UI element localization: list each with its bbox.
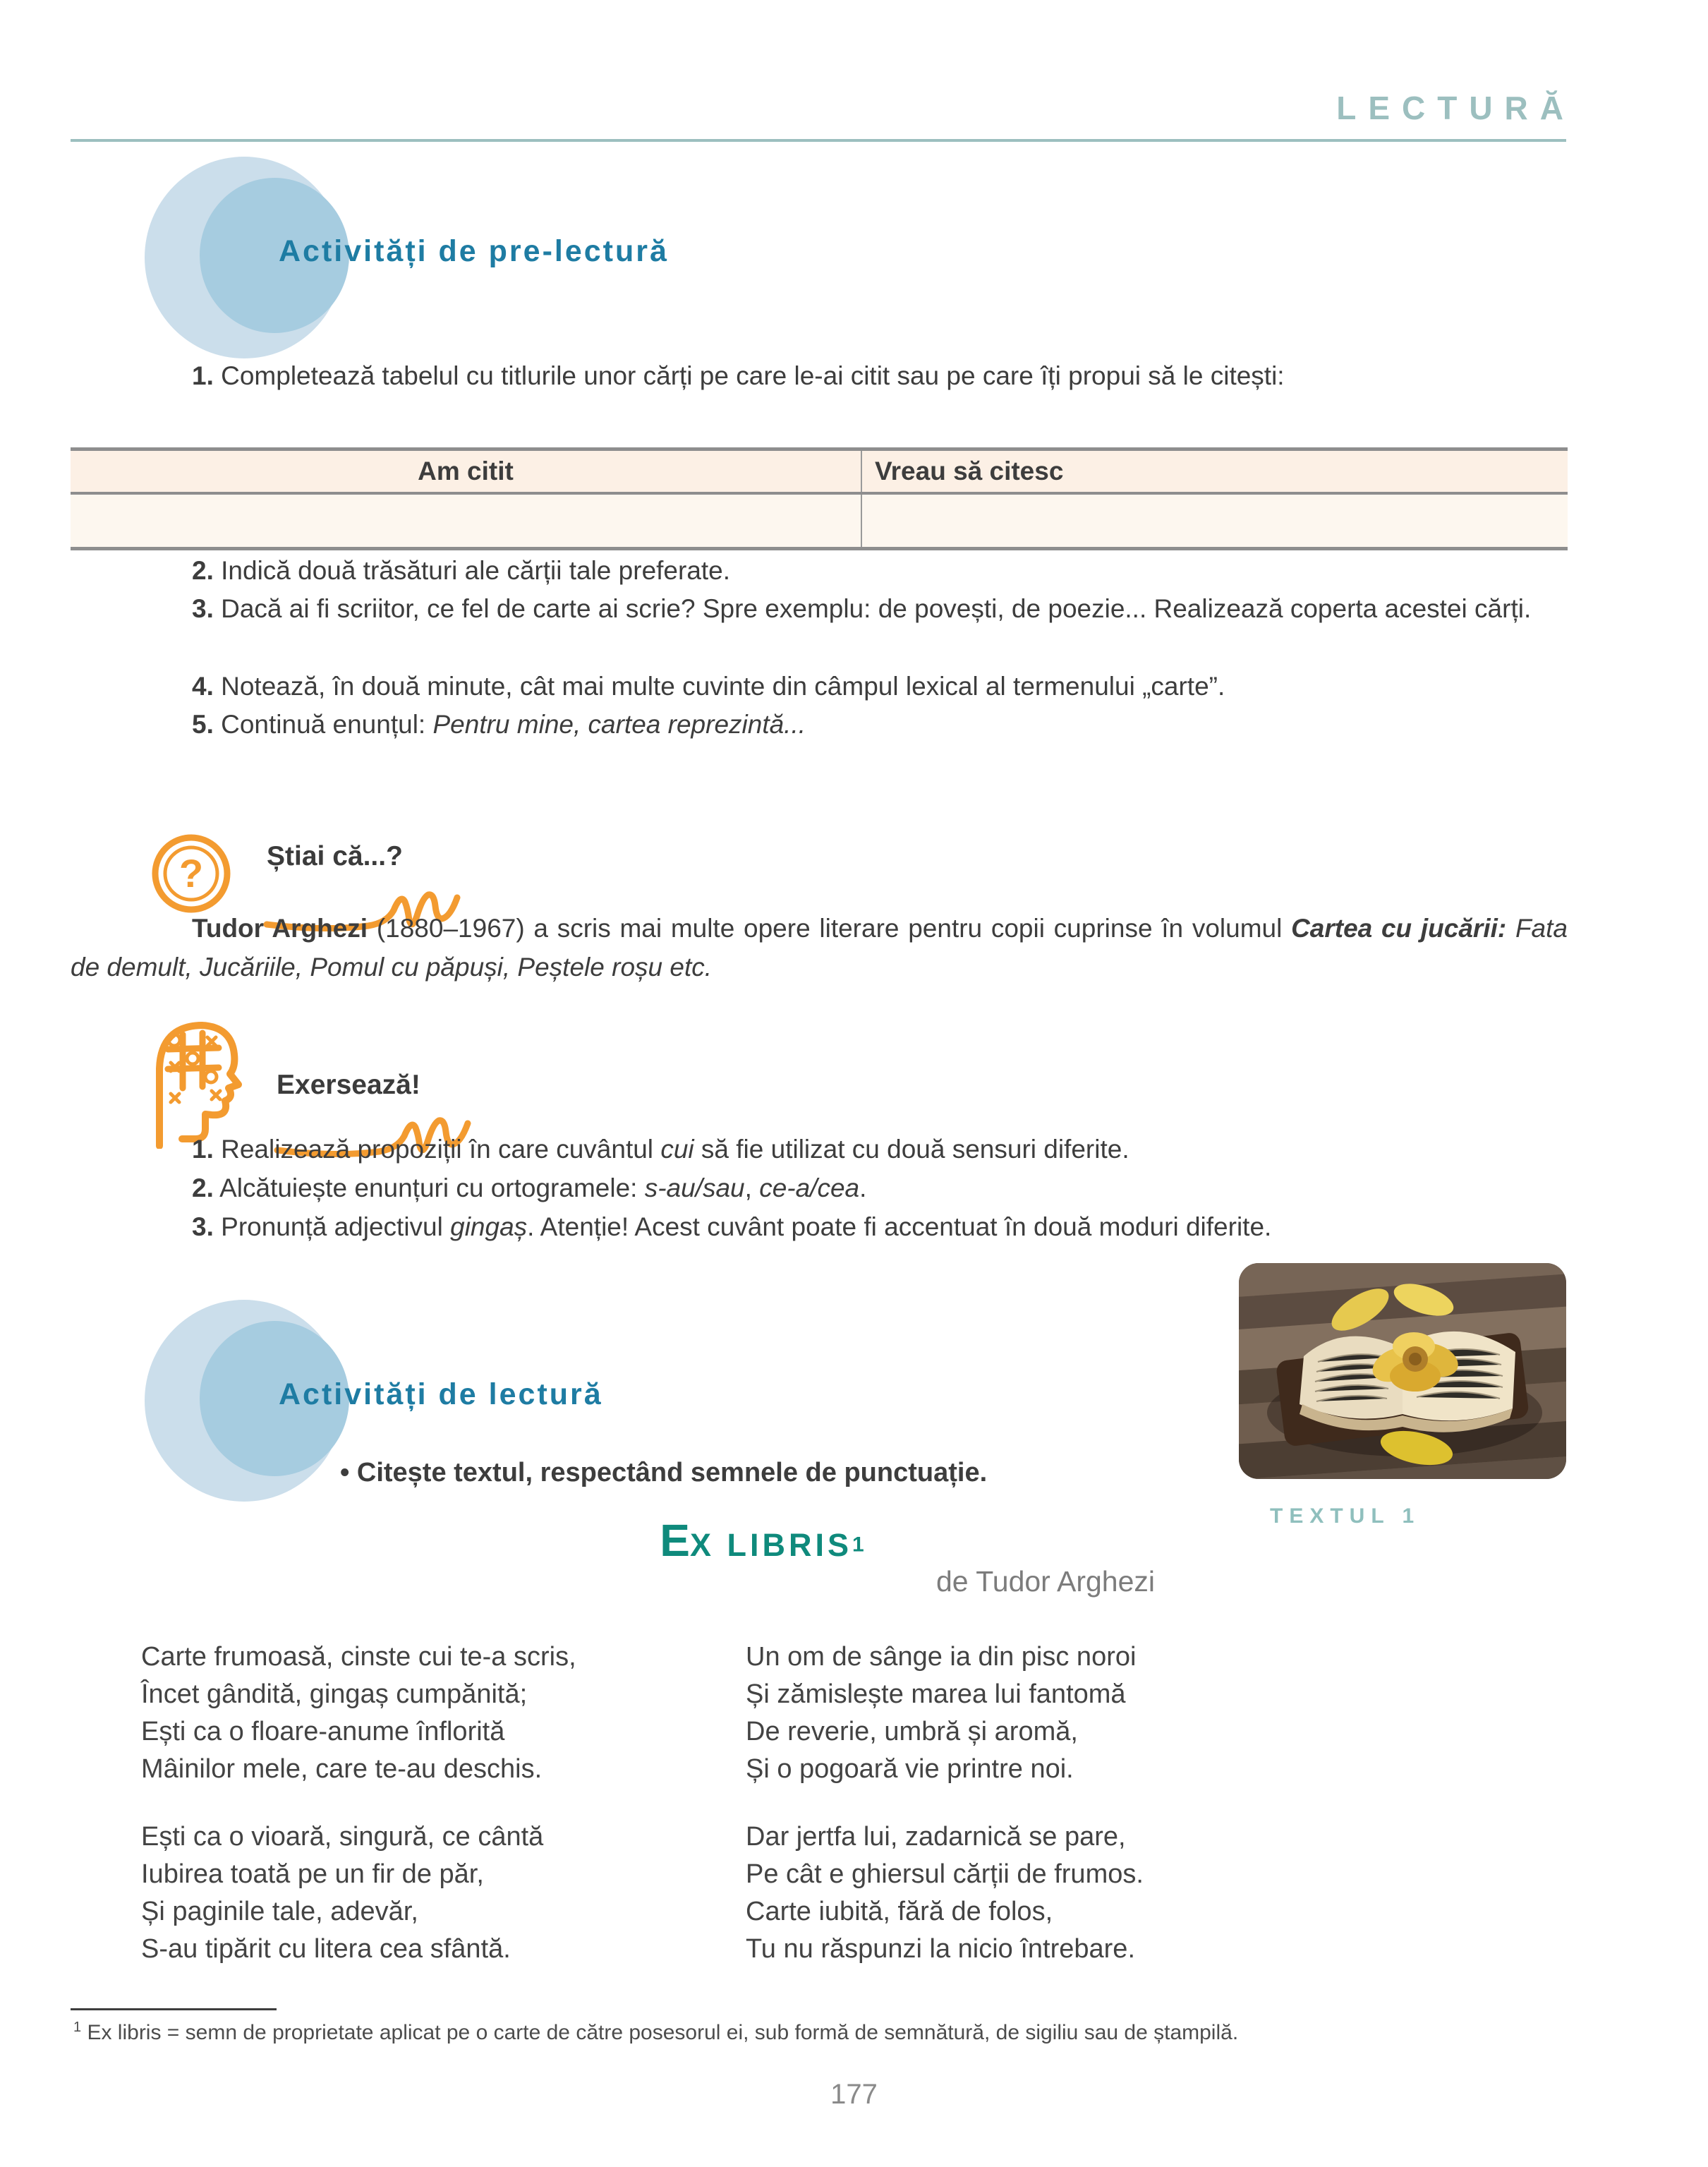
item-text-italic: Pentru mine, cartea reprezintă... xyxy=(432,710,806,739)
poem-line: S-au tipărit cu litera cea sfântă. xyxy=(141,1934,511,1964)
poem-line: Carte frumoasă, cinste cui te-a scris, xyxy=(141,1642,576,1672)
poem-column-left xyxy=(141,1638,576,1968)
exercise-item xyxy=(71,1169,1568,1207)
table-cell-empty xyxy=(71,495,862,547)
footnote-marker: 1 xyxy=(73,2020,82,2035)
exercise-item xyxy=(71,1130,1568,1169)
poem-stanza xyxy=(141,1638,576,1788)
item-number: 1. xyxy=(192,1135,214,1164)
item-text: Continuă enunțul: xyxy=(213,710,433,739)
poem-line: Mâinilor mele, care te-au deschis. xyxy=(141,1754,543,1784)
poem-title-lead: E xyxy=(660,1515,690,1566)
poem-line: Încet gândită, gingaș cumpănită; xyxy=(141,1679,528,1709)
footnote-text: Ex libris = semn de proprietate aplicat pe o carte de către posesorul ei, sub formă de semnătură, de sigiliu sau de ștampilă. xyxy=(81,2021,1239,2044)
item-number: 5. xyxy=(192,710,214,739)
poem-stanza xyxy=(746,1818,1144,1968)
poem-column-right xyxy=(746,1638,1144,1968)
poem-line: Pe cât e ghiersul cărții de frumos. xyxy=(746,1859,1144,1889)
figure-label-textul-1: TEXTUL 1 xyxy=(1270,1504,1421,1528)
footnote xyxy=(73,2020,1570,2045)
exercise-item xyxy=(71,1208,1568,1246)
svg-text:?: ? xyxy=(178,851,204,895)
item-text-italic: gingaș xyxy=(450,1212,528,1241)
poem-title-rest: X LIBRIS xyxy=(689,1527,853,1563)
author-name-bold: Tudor Arghezi xyxy=(192,914,368,943)
instruction-text: Citește textul, respectând semnele de punctuație. xyxy=(349,1458,988,1487)
poem-line: Un om de sânge ia din pisc noroi xyxy=(746,1642,1137,1672)
item-text: să fie utilizat cu două sensuri diferite. xyxy=(694,1135,1129,1164)
item-text: , xyxy=(744,1173,760,1202)
item-text-italic: cui xyxy=(660,1135,694,1164)
bullet-marker: • xyxy=(340,1458,350,1487)
poem-line: Iubirea toată pe un fir de păr, xyxy=(141,1859,484,1889)
item-text: Notează, în două minute, cât mai multe cuvinte din câmpul lexical al termenului „carte”. xyxy=(213,672,1225,701)
poem-line: Carte iubită, fără de folos, xyxy=(746,1897,1053,1926)
table-header-vreau-sa-citesc: Vreau să citesc xyxy=(875,457,1064,485)
item-text-italic: s-au/sau xyxy=(644,1173,745,1202)
rubric-heading-stiai-ca: Știai că...? xyxy=(267,841,403,871)
item-text: . xyxy=(859,1173,867,1202)
exercise-item xyxy=(71,590,1568,628)
table-row xyxy=(71,495,1568,547)
item-text: Realizează propoziții în care cuvântul xyxy=(213,1135,661,1164)
table-header-am-citit: Am citit xyxy=(71,451,862,492)
reading-table xyxy=(71,447,1568,550)
exercise-item xyxy=(71,668,1568,706)
item-text: Dacă ai fi scriitor, ce fel de carte ai scrie? Spre exemplu: de povești, de poezie... Realizează coperta acestei cărți. xyxy=(213,594,1532,623)
section-heading-pre-lectura: Activități de pre-lectură xyxy=(279,234,669,268)
exercise-item xyxy=(71,706,1568,744)
know-text: (1880–1967) a scris mai multe opere literare pentru copii cuprinse în volumul xyxy=(368,914,1292,943)
header-rule xyxy=(71,139,1566,142)
poem-line: Ești ca o floare-anume înflorită xyxy=(141,1717,505,1746)
works-list-italic: Fata de demult, Jucăriile, Pomul cu păpuși, Peștele roșu etc. xyxy=(71,914,1568,982)
item-number: 3. xyxy=(192,1212,214,1241)
volume-title: Cartea cu jucării: xyxy=(1291,914,1507,943)
poem-line: Ești ca o vioară, singură, ce cântă xyxy=(141,1822,544,1852)
exercise-item xyxy=(71,357,1568,395)
poem-line: Dar jertfa lui, zadarnică se pare, xyxy=(746,1822,1126,1852)
table-cell-empty xyxy=(862,495,1568,547)
page-number: 177 xyxy=(830,2079,878,2110)
item-number: 3. xyxy=(192,594,214,623)
section-heading-lectura: Activități de lectură xyxy=(279,1377,603,1411)
footnote-rule xyxy=(71,2008,277,2010)
rubric-heading-exerseaza: Exersează! xyxy=(277,1070,420,1100)
chapter-title: LECTURĂ xyxy=(1336,90,1575,126)
poem-stanza xyxy=(746,1638,1144,1788)
book-photo xyxy=(1239,1263,1566,1479)
poem-line: Tu nu răspunzi la nicio întrebare. xyxy=(746,1934,1136,1964)
poem-line: Și o pogoară vie printre noi. xyxy=(746,1754,1074,1784)
table-header-row xyxy=(71,451,1568,495)
item-number: 4. xyxy=(192,672,214,701)
exercise-item xyxy=(71,552,1568,590)
item-number: 1. xyxy=(192,361,214,390)
item-text: Alcătuiește enunțuri cu ortogramele: xyxy=(213,1173,645,1202)
poem-line: De reverie, umbră și aromă, xyxy=(746,1717,1078,1746)
item-number: 2. xyxy=(192,556,214,585)
item-number: 2. xyxy=(192,1173,214,1202)
poem-stanza xyxy=(141,1818,576,1968)
reading-instruction xyxy=(340,1458,987,1488)
poem-title xyxy=(459,1514,1065,1567)
item-text: Indică două trăsături ale cărții tale preferate. xyxy=(213,556,731,585)
poem-line: Și paginile tale, adevăr, xyxy=(141,1897,418,1926)
question-circle-icon xyxy=(150,831,233,919)
poem-line: Și zămislește marea lui fantomă xyxy=(746,1679,1126,1709)
poem-byline: de Tudor Arghezi xyxy=(936,1565,1155,1598)
item-text: . Atenție! Acest cuvânt poate fi accentuat în două moduri diferite. xyxy=(527,1212,1272,1241)
know-paragraph xyxy=(71,909,1568,986)
item-text: Completează tabelul cu titlurile unor cărți pe care le-ai citit sau pe care îți propui să le citești: xyxy=(213,361,1285,390)
footnote-reference: 1 xyxy=(852,1533,864,1557)
item-text-italic: ce-a/cea xyxy=(759,1173,860,1202)
item-text: Pronunță adjectivul xyxy=(213,1212,451,1241)
